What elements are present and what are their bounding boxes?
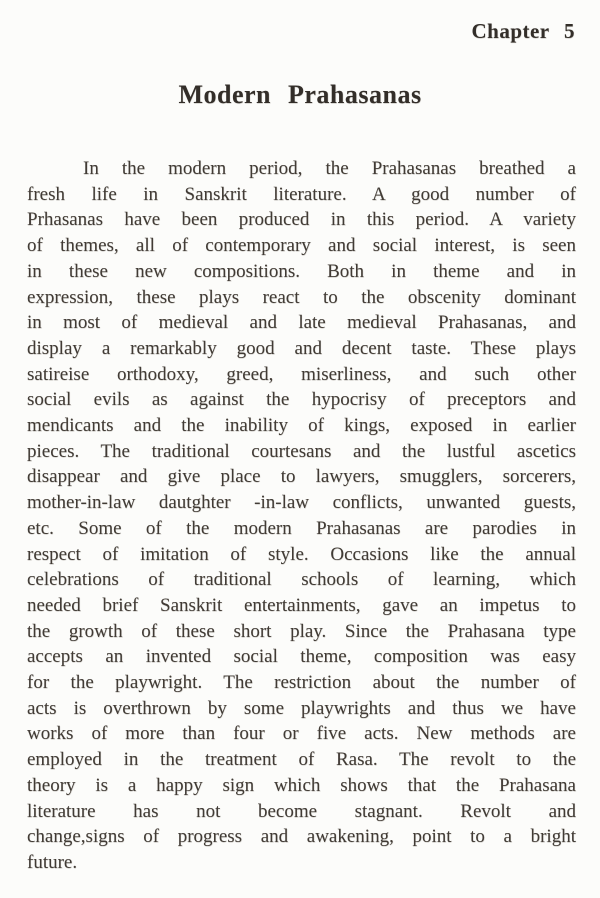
- text-line: future.: [27, 851, 78, 873]
- text-line: the growth of these short play. Since the Prahasana type: [27, 620, 576, 642]
- text-line: accepts an invented social theme, composition was easy: [27, 646, 576, 668]
- text-line: fresh life in Sanskrit literature. A good number of: [27, 183, 576, 205]
- text-line: mendicants and the inability of kings, exposed in earlier: [27, 415, 576, 437]
- text-line: social evils as against the hypocrisy of preceptors and: [27, 389, 576, 411]
- text-line: employed in the treatment of Rasa. The revolt to the: [27, 749, 576, 771]
- text-line: disappear and give place to lawyers, smugglers, sorcerers,: [27, 466, 576, 488]
- text-line: display a remarkably good and decent taste. These plays: [27, 337, 576, 359]
- text-line: in these new compositions. Both in theme and in: [27, 260, 576, 282]
- text-line: in most of medieval and late medieval Prahasanas, and: [27, 312, 576, 334]
- body-paragraph: [27, 156, 576, 876]
- text-line: theory is a happy sign which shows that the Prahasana: [27, 774, 576, 796]
- text-line: satireise orthodoxy, greed, miserliness, and such other: [27, 363, 576, 385]
- text-line: Prhasanas have been produced in this period. A variety: [27, 209, 576, 231]
- text-line: pieces. The traditional courtesans and the lustful ascetics: [27, 440, 576, 462]
- text-line: celebrations of traditional schools of learning, which: [27, 569, 576, 591]
- text-line: change,signs of progress and awakening, point to a bright: [27, 826, 576, 848]
- text-line: needed brief Sanskrit entertainments, gave an impetus to: [27, 594, 576, 616]
- chapter-heading: Chapter 5: [471, 19, 575, 43]
- text-line: literature has not become stagnant. Revolt and: [27, 800, 576, 822]
- text-line: acts is overthrown by some playwrights and thus we have: [27, 697, 576, 719]
- text-line: In the modern period, the Prahasanas breathed a: [83, 158, 576, 179]
- text-line: works of more than four or five acts. New methods are: [27, 723, 576, 745]
- page-title: Modern Prahasanas: [178, 80, 422, 109]
- text-line: for the playwright. The restriction about the number of: [27, 672, 576, 694]
- text-line: expression, these plays react to the obscenity dominant: [27, 286, 576, 308]
- text-line: mother-in-law dautghter -in-law conflicts, unwanted guests,: [27, 492, 576, 514]
- text-line: etc. Some of the modern Prahasanas are parodies in: [27, 517, 576, 539]
- text-line: respect of imitation of style. Occasions like the annual: [27, 543, 576, 565]
- text-line: of themes, all of contemporary and social interest, is seen: [27, 235, 576, 257]
